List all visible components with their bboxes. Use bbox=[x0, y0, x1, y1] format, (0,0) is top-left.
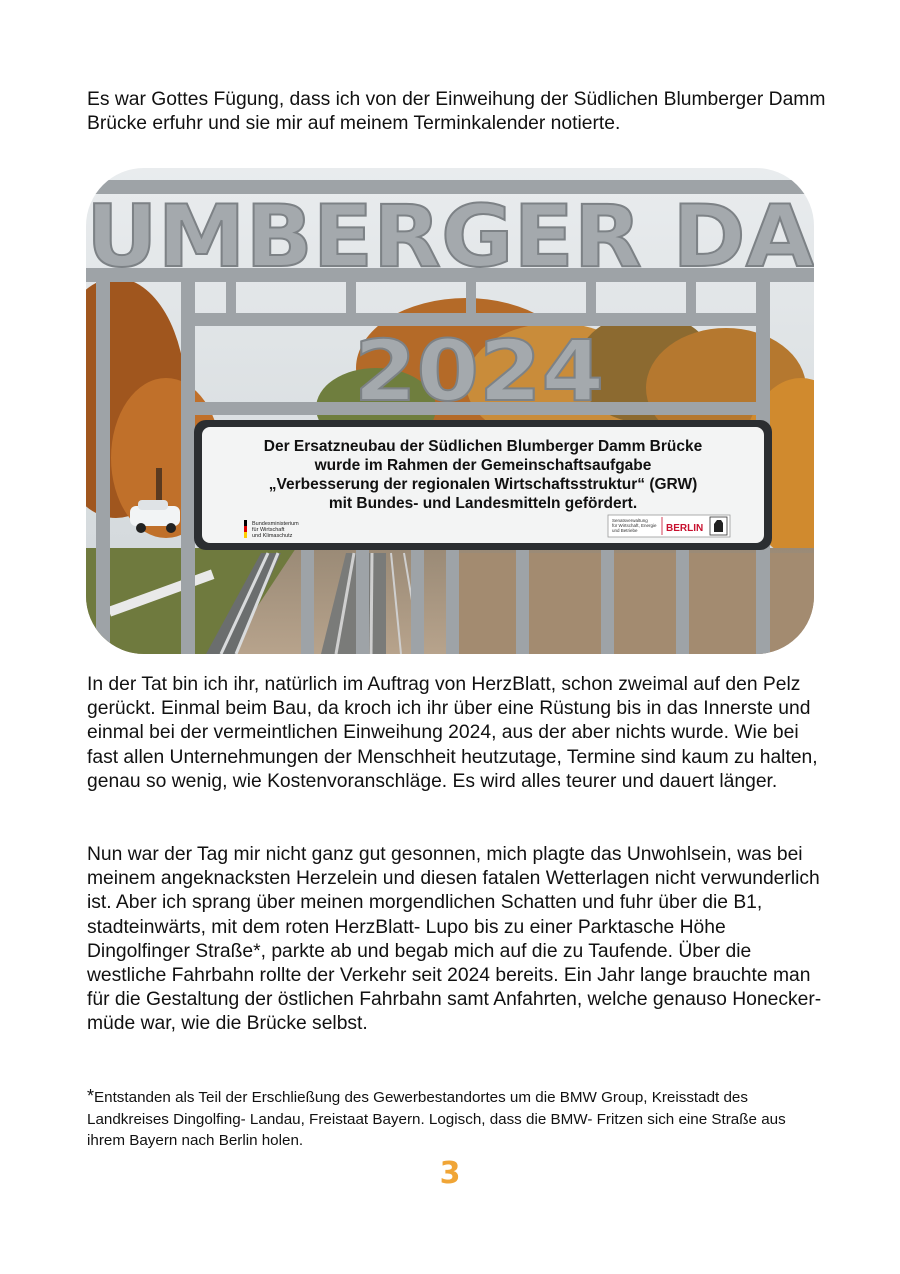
svg-text:für Wirtschaft: für Wirtschaft bbox=[252, 527, 285, 533]
plaque-line-2: wurde im Rahmen der Gemeinschaftsaufgabe bbox=[314, 457, 652, 474]
footnote bbox=[87, 1086, 827, 1152]
svg-text:und Klimaschutz: und Klimaschutz bbox=[252, 533, 293, 539]
second-paragraph: In der Tat bin ich ihr, natürlich im Auftrag von HerzBlatt, schon zweimal auf den Pelz gerückt. Einmal beim Bau, da kroch ich ihr über eine Rüstung bis in das Innerste und einmal bei der vermeintlichen Einweihung 2024, aus der aber nichts wurde. Wie bei fast allen Unternehmungen der Menschheit heutzutage, Termine sind kaum zu halten, genau so wenig, wie Kostenvoranschläge. Es wird alles teurer und dauert länger. bbox=[87, 674, 818, 792]
svg-text:Senatsverwaltung: Senatsverwaltung bbox=[612, 518, 648, 523]
svg-text:für Wirtschaft, Energie: für Wirtschaft, Energie bbox=[612, 523, 657, 528]
svg-text:BERLIN: BERLIN bbox=[666, 523, 704, 534]
plaque-line-4: mit Bundes- und Landesmitteln gefördert. bbox=[328, 495, 638, 512]
year-letters: 2024 bbox=[354, 322, 604, 420]
berlin-senate-logo bbox=[608, 515, 730, 537]
svg-text:und Betriebe: und Betriebe bbox=[612, 528, 638, 533]
page-number: 3 bbox=[439, 1156, 461, 1191]
sign-letters: UMBERGER DA bbox=[86, 187, 814, 287]
svg-text:Bundesministerium: Bundesministerium bbox=[252, 521, 299, 527]
funding-plaque bbox=[194, 420, 772, 550]
bridge-sign-photo bbox=[86, 168, 814, 654]
plaque-line-1: Der Ersatzneubau der Südlichen Blumberger Damm Brücke bbox=[263, 438, 703, 455]
intro-paragraph: Es war Gottes Fügung, dass ich von der Einweihung der Südlichen Blumberger Damm Brücke erfuhr und sie mir auf meinem Terminkalender notierte. bbox=[87, 89, 826, 135]
footnote-marker: * bbox=[87, 1086, 95, 1106]
footnote-text: Entstanden als Teil der Erschließung des Gewerbestandortes um die BMW Group, Kreisstadt des Landkreises Dingolfing- Landau, Freistaat Bayern. Logisch, dass die BMW- Fritzen sich eine Straße aus ihrem Bayern nach Berlin holen. bbox=[87, 1089, 786, 1149]
plaque-line-3: „Verbesserung der regionalen Wirtschaftsstruktur“ (GRW) bbox=[268, 476, 698, 493]
third-paragraph: Nun war der Tag mir nicht ganz gut gesonnen, mich plagte das Unwohlsein, was bei meinem angeknacksten Herzelein und diesen fatalen Wetterlagen nicht verwunderlich ist. Aber ich sprang über meinen morgendlichen Schatten und fuhr über die B1, stadteinwärts, mit dem roten HerzBlatt- Lupo bis zu einer Parktasche Höhe Dingolfinger Straße*, parkte ab und begab mich auf die zu Taufende. Über die westliche Fahrbahn rollte der Verkehr seit 2024 bereits. Ein Jahr lange brauchte man für die Gestaltung der östlichen Fahrbahn samt Anfahrten, welche genauso Honecker- müde war, wie die Brücke selbst. bbox=[87, 844, 822, 1035]
